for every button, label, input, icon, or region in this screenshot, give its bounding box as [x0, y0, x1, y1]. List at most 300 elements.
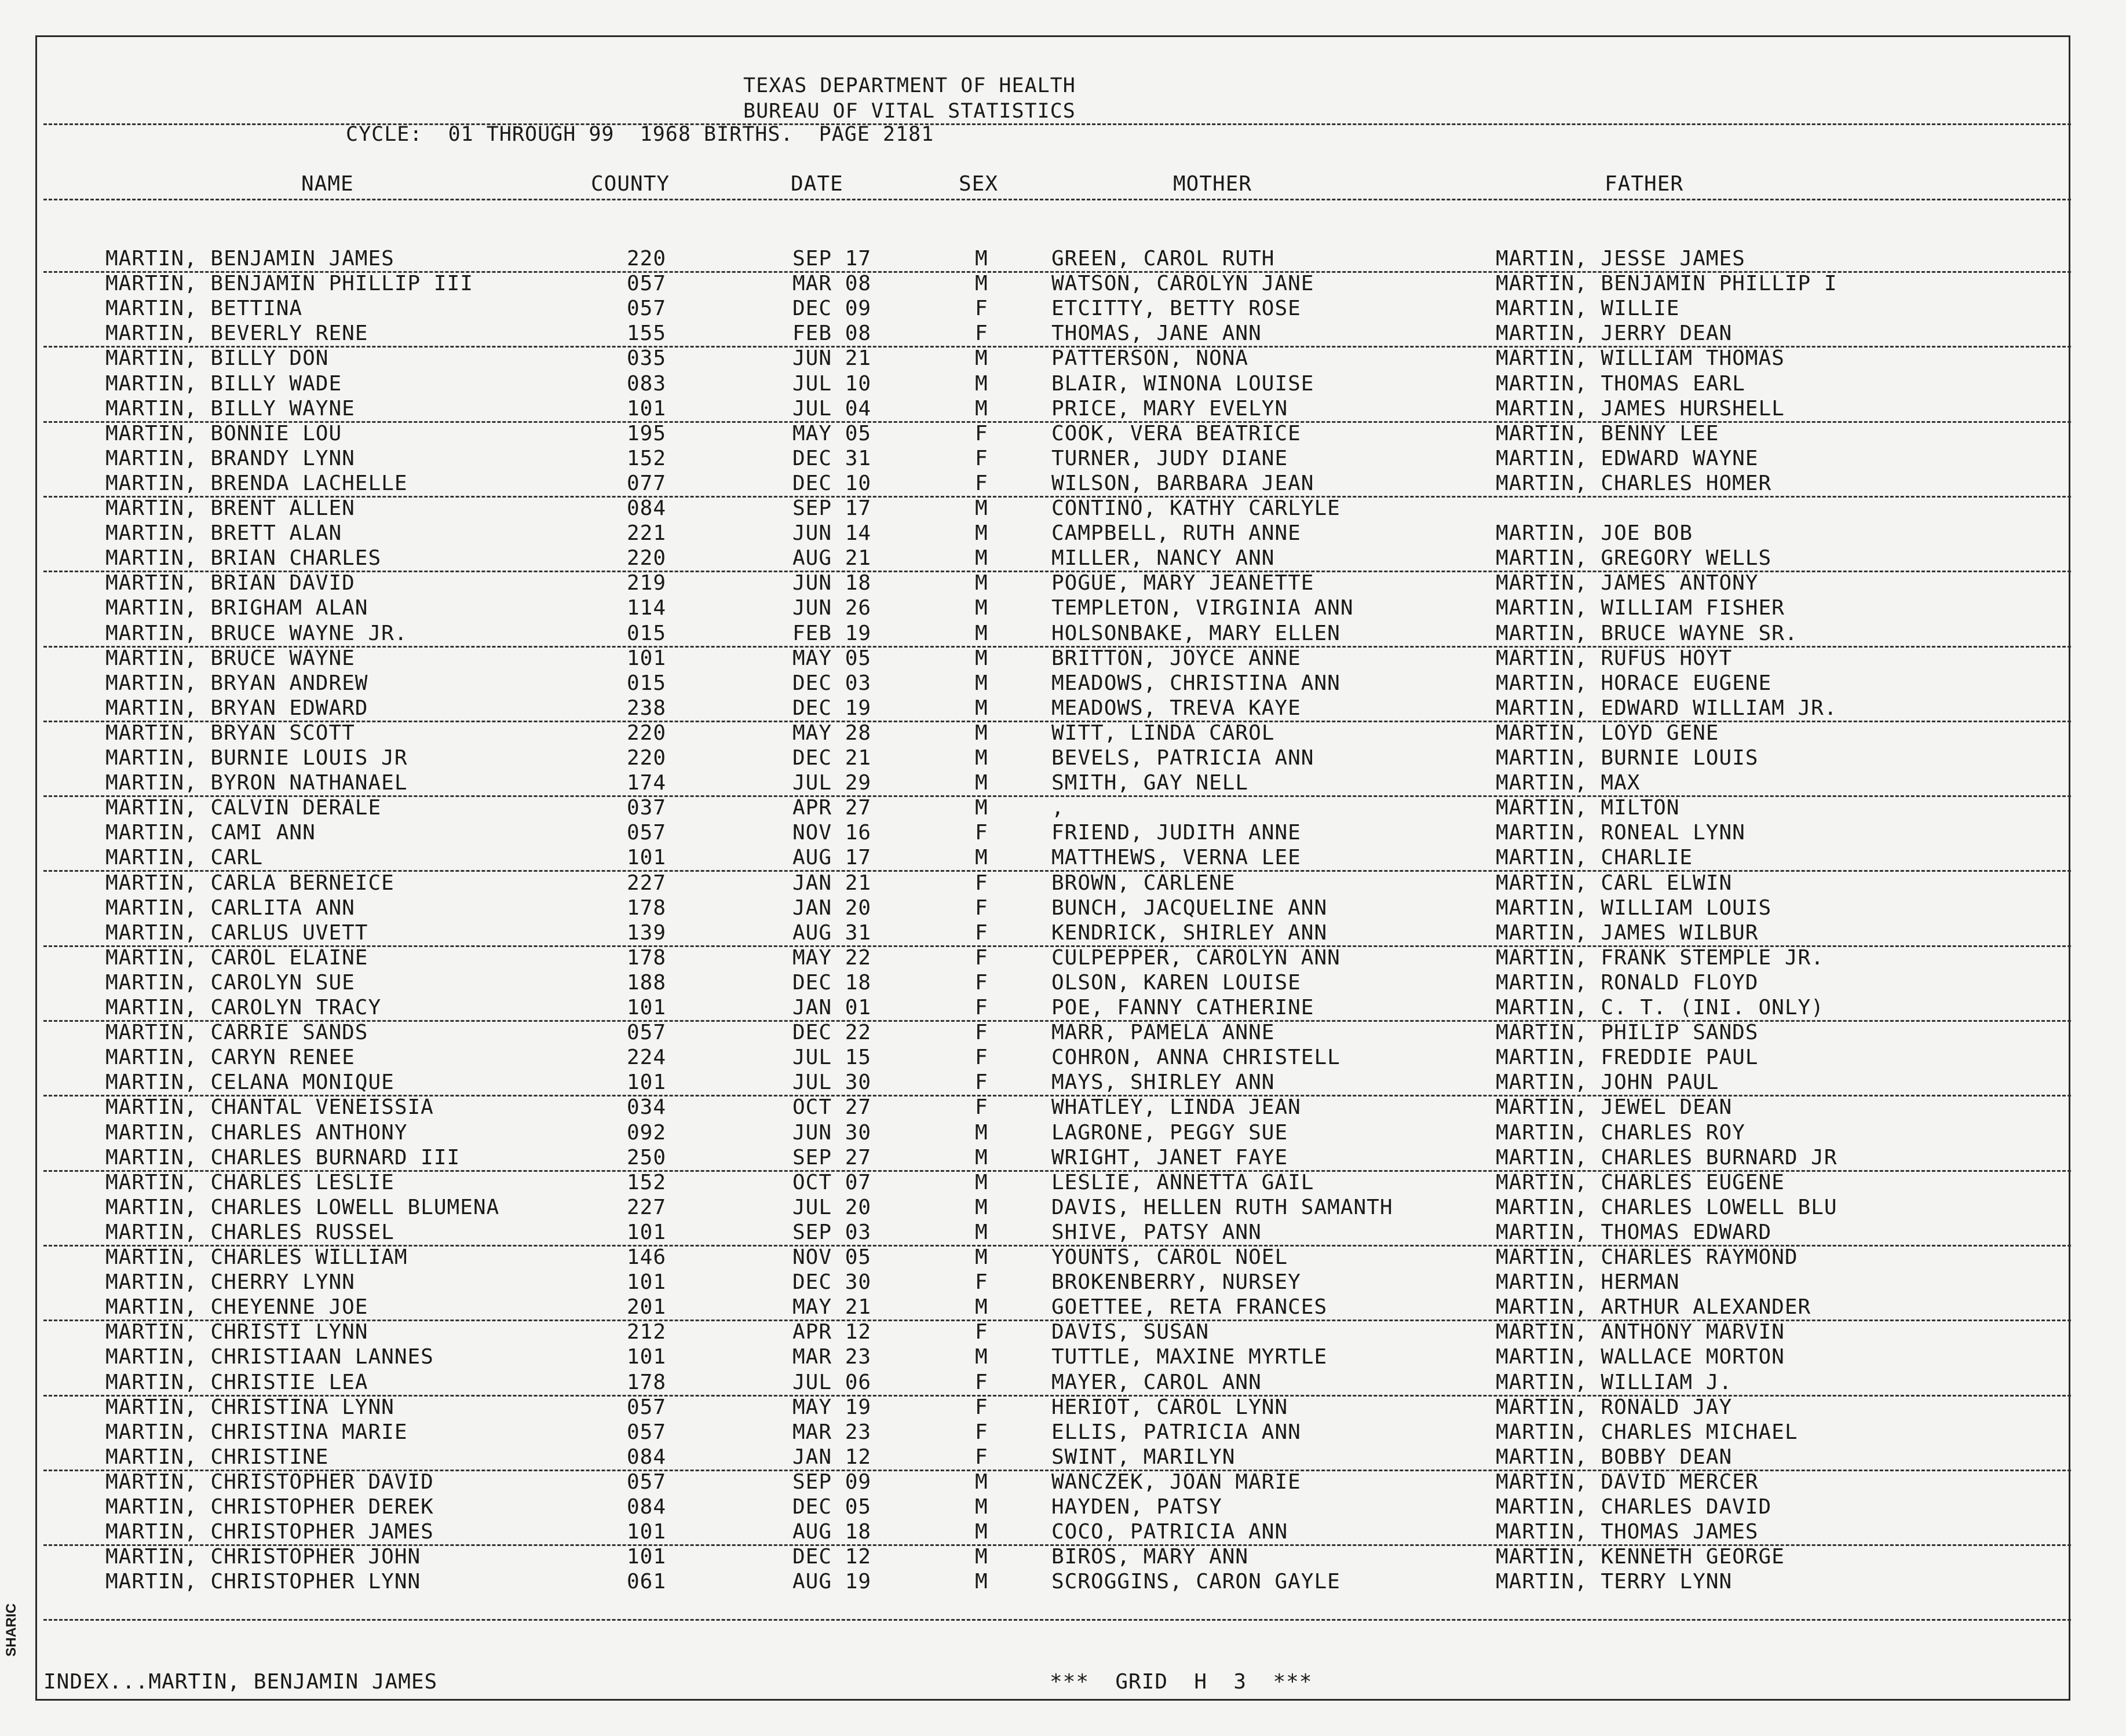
record-date: JAN 12 [792, 1445, 872, 1469]
record-row [0, 372, 2126, 397]
record-date: AUG 19 [792, 1570, 872, 1594]
record-father: MARTIN, JAMES WILBUR [1496, 921, 1759, 945]
record-name: MARTIN, BRENT ALLEN [105, 496, 355, 520]
record-father: MARTIN, CARL ELWIN [1496, 871, 1733, 895]
record-name: MARTIN, CHRISTOPHER JAMES [105, 1520, 434, 1544]
record-county: 220 [627, 247, 667, 271]
record-county: 220 [627, 746, 667, 770]
row-separator [43, 1095, 2071, 1097]
record-date: JUL 04 [792, 397, 872, 421]
record-sex: F [975, 447, 988, 470]
record-row [0, 1246, 2126, 1271]
record-sex: M [975, 696, 988, 720]
record-row [0, 821, 2126, 846]
record-county: 015 [627, 671, 667, 695]
record-date: MAY 21 [792, 1295, 872, 1319]
record-date: DEC 31 [792, 447, 872, 470]
record-father: MARTIN, MAX [1496, 771, 1641, 795]
record-county: 220 [627, 546, 667, 570]
record-father: MARTIN, JERRY DEAN [1496, 321, 1733, 345]
record-row [0, 1021, 2126, 1046]
record-date: MAR 08 [792, 272, 872, 295]
row-separator [43, 1320, 2071, 1321]
record-row [0, 672, 2126, 697]
record-mother: GOETTEE, RETA FRANCES [1051, 1295, 1328, 1319]
record-name: MARTIN, CHRISTOPHER JOHN [105, 1545, 421, 1569]
record-row [0, 697, 2126, 722]
record-date: NOV 16 [792, 821, 872, 845]
record-date: MAY 05 [792, 422, 872, 445]
row-separator [43, 1619, 2071, 1621]
record-name: MARTIN, CHANTAL VENEISSIA [105, 1095, 434, 1119]
record-row [0, 1196, 2126, 1221]
record-name: MARTIN, CHEYENNE JOE [105, 1295, 368, 1319]
record-date: AUG 17 [792, 846, 872, 869]
footer-index: INDEX...MARTIN, BENJAMIN JAMES [43, 1670, 438, 1694]
record-row [0, 322, 2126, 347]
record-date: DEC 19 [792, 696, 872, 720]
record-mother: , [1051, 796, 1065, 820]
record-date: MAR 23 [792, 1420, 872, 1444]
record-county: 101 [627, 846, 667, 869]
row-separator [43, 795, 2071, 797]
record-row [0, 422, 2126, 447]
record-row [0, 622, 2126, 647]
record-sex: F [975, 297, 988, 320]
record-name: MARTIN, CARLUS UVETT [105, 921, 368, 945]
record-row [0, 272, 2126, 297]
record-sex: M [975, 496, 988, 520]
record-county: 057 [627, 1395, 667, 1419]
record-county: 057 [627, 821, 667, 845]
record-date: APR 12 [792, 1320, 872, 1344]
record-father: MARTIN, RONALD FLOYD [1496, 971, 1759, 995]
record-county: 057 [627, 1470, 667, 1494]
record-sex: F [975, 946, 988, 970]
record-mother: BRITTON, JOYCE ANNE [1051, 646, 1301, 670]
record-county: 250 [627, 1146, 667, 1169]
record-father: MARTIN, RONALD JAY [1496, 1395, 1733, 1419]
record-name: MARTIN, CHRISTIE LEA [105, 1370, 368, 1394]
record-father: MARTIN, WALLACE MORTON [1496, 1345, 1785, 1369]
record-row [0, 1046, 2126, 1071]
record-father: MARTIN, FRANK STEMPLE JR. [1496, 946, 1824, 970]
record-row [0, 1471, 2126, 1496]
record-sex: F [975, 1021, 988, 1044]
record-date: MAY 19 [792, 1395, 872, 1419]
record-county: 035 [627, 346, 667, 370]
record-sex: M [975, 1470, 988, 1494]
side-label: SHARIC [3, 1603, 19, 1657]
column-header-father: FATHER [1605, 172, 1684, 196]
agency-title: TEXAS DEPARTMENT OF HEALTH [743, 74, 1076, 97]
record-sex: M [975, 571, 988, 595]
record-mother: WHATLEY, LINDA JEAN [1051, 1095, 1301, 1119]
bureau-title: BUREAU OF VITAL STATISTICS [743, 100, 1076, 123]
record-county: 057 [627, 272, 667, 295]
record-county: 083 [627, 372, 667, 396]
row-separator [43, 646, 2071, 648]
record-sex: M [975, 521, 988, 545]
record-row [0, 1396, 2126, 1421]
record-row [0, 1171, 2126, 1196]
record-name: MARTIN, CAROL ELAINE [105, 946, 368, 970]
record-county: 101 [627, 996, 667, 1019]
record-row [0, 1096, 2126, 1121]
record-date: JUN 21 [792, 346, 872, 370]
record-row [0, 297, 2126, 322]
record-sex: M [975, 1345, 988, 1369]
record-father: MARTIN, CHARLES RAYMOND [1496, 1245, 1798, 1269]
record-row [0, 1271, 2126, 1296]
record-county: 101 [627, 1545, 667, 1569]
row-separator [43, 1170, 2071, 1172]
cycle-line: CYCLE: 01 THROUGH 99 1968 BIRTHS. PAGE 2181 [346, 123, 934, 146]
record-sex: M [975, 796, 988, 820]
record-county: 057 [627, 1021, 667, 1044]
record-county: 101 [627, 1520, 667, 1544]
record-sex: F [975, 871, 988, 895]
record-father: MARTIN, JAMES ANTONY [1496, 571, 1759, 595]
record-sex: M [975, 622, 988, 645]
record-name: MARTIN, CARYN RENEE [105, 1046, 355, 1069]
record-father: MARTIN, DAVID MERCER [1496, 1470, 1759, 1494]
record-father: MARTIN, HORACE EUGENE [1496, 671, 1772, 695]
record-county: 152 [627, 1171, 667, 1194]
record-county: 057 [627, 297, 667, 320]
record-date: APR 27 [792, 796, 872, 820]
record-row [0, 1371, 2126, 1396]
record-name: MARTIN, CARL [105, 846, 264, 869]
record-sex: M [975, 671, 988, 695]
record-father: MARTIN, BRUCE WAYNE SR. [1496, 622, 1798, 645]
record-date: JUL 29 [792, 771, 872, 795]
record-father: MARTIN, WILLIE [1496, 297, 1680, 320]
record-father: MARTIN, WILLIAM LOUIS [1496, 896, 1772, 920]
record-row [0, 922, 2126, 946]
record-county: 188 [627, 971, 667, 995]
record-name: MARTIN, CHRISTINA MARIE [105, 1420, 408, 1444]
record-county: 092 [627, 1121, 667, 1145]
record-name: MARTIN, BYRON NATHANAEL [105, 771, 408, 795]
record-name: MARTIN, CHRISTOPHER DEREK [105, 1495, 434, 1519]
record-name: MARTIN, CHRISTOPHER LYNN [105, 1570, 421, 1594]
record-date: DEC 12 [792, 1545, 872, 1569]
record-county: 084 [627, 496, 667, 520]
record-county: 101 [627, 397, 667, 421]
record-county: 034 [627, 1095, 667, 1119]
record-county: 015 [627, 622, 667, 645]
record-name: MARTIN, CHERRY LYNN [105, 1270, 355, 1294]
header-rule-2 [43, 199, 2071, 200]
record-name: MARTIN, CHRISTINA LYNN [105, 1395, 394, 1419]
record-sex: M [975, 247, 988, 271]
record-date: AUG 31 [792, 921, 872, 945]
record-name: MARTIN, CAROLYN SUE [105, 971, 355, 995]
record-mother: SHIVE, PATSY ANN [1051, 1220, 1262, 1244]
record-mother: MATTHEWS, VERNA LEE [1051, 846, 1301, 869]
record-mother: MEADOWS, CHRISTINA ANN [1051, 671, 1340, 695]
record-sex: M [975, 397, 988, 421]
record-row [0, 872, 2126, 897]
record-date: DEC 05 [792, 1495, 872, 1519]
record-name: MARTIN, CHRISTIAAN LANNES [105, 1345, 434, 1369]
record-mother: BLAIR, WINONA LOUISE [1051, 372, 1314, 396]
record-name: MARTIN, BRYAN ANDREW [105, 671, 368, 695]
record-mother: POE, FANNY CATHERINE [1051, 996, 1314, 1019]
column-header-sex: SEX [959, 172, 999, 196]
record-name: MARTIN, CARLA BERNEICE [105, 871, 394, 895]
record-mother: OLSON, KAREN LOUISE [1051, 971, 1301, 995]
record-mother: MAYER, CAROL ANN [1051, 1370, 1262, 1394]
record-date: JUN 30 [792, 1121, 872, 1145]
record-name: MARTIN, BRIAN CHARLES [105, 546, 382, 570]
record-date: JUN 18 [792, 571, 872, 595]
record-date: MAY 05 [792, 646, 872, 670]
record-county: 101 [627, 1220, 667, 1244]
record-sex: M [975, 1570, 988, 1594]
record-sex: M [975, 272, 988, 295]
record-name: MARTIN, BRIAN DAVID [105, 571, 355, 595]
record-father: MARTIN, THOMAS EDWARD [1496, 1220, 1772, 1244]
record-county: 178 [627, 1370, 667, 1394]
record-sex: M [975, 546, 988, 570]
record-mother: HOLSONBAKE, MARY ELLEN [1051, 622, 1340, 645]
record-date: JUL 10 [792, 372, 872, 396]
record-name: MARTIN, CHARLES RUSSEL [105, 1220, 394, 1244]
record-mother: YOUNTS, CAROL NOEL [1051, 1245, 1288, 1269]
record-sex: M [975, 646, 988, 670]
record-father: MARTIN, MILTON [1496, 796, 1680, 820]
record-father: MARTIN, RONEAL LYNN [1496, 821, 1745, 845]
record-sex: M [975, 1121, 988, 1145]
record-sex: M [975, 721, 988, 745]
record-mother: GREEN, CAROL RUTH [1051, 247, 1275, 271]
record-name: MARTIN, BRENDA LACHELLE [105, 472, 408, 495]
record-mother: POGUE, MARY JEANETTE [1051, 571, 1314, 595]
record-sex: M [975, 1196, 988, 1219]
record-row [0, 1521, 2126, 1545]
record-name: MARTIN, BRANDY LYNN [105, 447, 355, 470]
record-name: MARTIN, CHARLES LOWELL BLUMENA [105, 1196, 500, 1219]
record-sex: F [975, 321, 988, 345]
record-name: MARTIN, CAROLYN TRACY [105, 996, 382, 1019]
record-date: SEP 17 [792, 496, 872, 520]
record-mother: DAVIS, HELLEN RUTH SAMANTH [1051, 1196, 1393, 1219]
record-row [0, 946, 2126, 971]
record-sex: M [975, 346, 988, 370]
record-father: MARTIN, TERRY LYNN [1496, 1570, 1733, 1594]
record-county: 221 [627, 521, 667, 545]
record-date: JAN 21 [792, 871, 872, 895]
record-row [0, 796, 2126, 821]
record-row [0, 497, 2126, 522]
record-date: OCT 27 [792, 1095, 872, 1119]
record-county: 178 [627, 896, 667, 920]
record-county: 238 [627, 696, 667, 720]
record-row [0, 971, 2126, 996]
record-father: MARTIN, PHILIP SANDS [1496, 1021, 1759, 1044]
record-sex: M [975, 746, 988, 770]
record-mother: ETCITTY, BETTY ROSE [1051, 297, 1301, 320]
row-separator [43, 571, 2071, 572]
record-father: MARTIN, WILLIAM FISHER [1496, 596, 1785, 620]
record-row [0, 522, 2126, 547]
record-county: 084 [627, 1495, 667, 1519]
record-sex: F [975, 996, 988, 1019]
record-date: DEC 30 [792, 1270, 872, 1294]
record-row [0, 1146, 2126, 1171]
record-row [0, 1296, 2126, 1321]
record-sex: F [975, 422, 988, 445]
record-date: DEC 10 [792, 472, 872, 495]
record-county: 139 [627, 921, 667, 945]
record-name: MARTIN, CAMI ANN [105, 821, 316, 845]
record-mother: ELLIS, PATRICIA ANN [1051, 1420, 1301, 1444]
record-date: SEP 09 [792, 1470, 872, 1494]
record-father: MARTIN, RUFUS HOYT [1496, 646, 1733, 670]
record-date: OCT 07 [792, 1171, 872, 1194]
row-separator [43, 1020, 2071, 1022]
record-mother: CONTINO, KATHY CARLYLE [1051, 496, 1340, 520]
record-sex: M [975, 1495, 988, 1519]
record-date: MAR 23 [792, 1345, 872, 1369]
record-county: 084 [627, 1445, 667, 1469]
record-mother: CAMPBELL, RUTH ANNE [1051, 521, 1301, 545]
record-date: FEB 19 [792, 622, 872, 645]
record-date: AUG 21 [792, 546, 872, 570]
record-date: JUN 26 [792, 596, 872, 620]
record-row [0, 1570, 2126, 1595]
record-sex: F [975, 1095, 988, 1119]
record-county: 224 [627, 1046, 667, 1069]
record-name: MARTIN, CELANA MONIQUE [105, 1070, 394, 1094]
record-sex: F [975, 921, 988, 945]
record-name: MARTIN, BRIGHAM ALAN [105, 596, 368, 620]
record-date: JAN 01 [792, 996, 872, 1019]
record-county: 077 [627, 472, 667, 495]
record-row [0, 572, 2126, 597]
record-sex: F [975, 1420, 988, 1444]
record-mother: LAGRONE, PEGGY SUE [1051, 1121, 1288, 1145]
record-mother: WATSON, CAROLYN JANE [1051, 272, 1314, 295]
record-row [0, 996, 2126, 1021]
record-date: DEC 18 [792, 971, 872, 995]
row-separator [43, 346, 2071, 348]
record-county: 178 [627, 946, 667, 970]
record-county: 114 [627, 596, 667, 620]
record-mother: TUTTLE, MAXINE MYRTLE [1051, 1345, 1328, 1369]
column-header-county: COUNTY [591, 172, 670, 196]
record-name: MARTIN, BENJAMIN PHILLIP III [105, 272, 473, 295]
record-name: MARTIN, CHRISTINE [105, 1445, 329, 1469]
record-sex: F [975, 1046, 988, 1069]
row-separator [43, 945, 2071, 947]
record-father: MARTIN, BENJAMIN PHILLIP I [1496, 272, 1838, 295]
record-name: MARTIN, BRYAN EDWARD [105, 696, 368, 720]
record-date: MAY 28 [792, 721, 872, 745]
record-mother: TURNER, JUDY DIANE [1051, 447, 1288, 470]
record-row [0, 1221, 2126, 1246]
record-father: MARTIN, CHARLIE [1496, 846, 1693, 869]
record-county: 212 [627, 1320, 667, 1344]
record-mother: MARR, PAMELA ANNE [1051, 1021, 1275, 1044]
record-date: NOV 05 [792, 1245, 872, 1269]
record-father: MARTIN, CHARLES MICHAEL [1496, 1420, 1798, 1444]
record-father: MARTIN, JOE BOB [1496, 521, 1693, 545]
record-row [0, 247, 2126, 272]
record-sex: M [975, 771, 988, 795]
record-row [0, 1071, 2126, 1096]
record-sex: F [975, 896, 988, 920]
record-row [0, 747, 2126, 772]
record-mother: SMITH, GAY NELL [1051, 771, 1249, 795]
row-separator [43, 271, 2071, 273]
record-mother: BIROS, MARY ANN [1051, 1545, 1249, 1569]
record-mother: MILLER, NANCY ANN [1051, 546, 1275, 570]
record-county: 061 [627, 1570, 667, 1594]
record-row [0, 1545, 2126, 1570]
record-father: MARTIN, CHARLES LOWELL BLU [1496, 1196, 1838, 1219]
record-name: MARTIN, BILLY WADE [105, 372, 342, 396]
record-father: MARTIN, LOYD GENE [1496, 721, 1719, 745]
record-sex: F [975, 472, 988, 495]
record-father: MARTIN, JOHN PAUL [1496, 1070, 1719, 1094]
record-mother: MEADOWS, TREVA KAYE [1051, 696, 1301, 720]
record-date: DEC 22 [792, 1021, 872, 1044]
record-date: FEB 08 [792, 321, 872, 345]
record-mother: WANCZEK, JOAN MARIE [1051, 1470, 1301, 1494]
record-date: DEC 09 [792, 297, 872, 320]
record-county: 152 [627, 447, 667, 470]
column-header-date: DATE [791, 172, 843, 196]
record-sex: F [975, 1270, 988, 1294]
record-sex: F [975, 1070, 988, 1094]
record-date: JUL 15 [792, 1046, 872, 1069]
record-sex: M [975, 1171, 988, 1194]
record-county: 227 [627, 871, 667, 895]
record-date: JAN 20 [792, 896, 872, 920]
record-mother: BUNCH, JACQUELINE ANN [1051, 896, 1328, 920]
record-mother: TEMPLETON, VIRGINIA ANN [1051, 596, 1354, 620]
record-row [0, 897, 2126, 922]
record-father: MARTIN, C. T. (INI. ONLY) [1496, 996, 1824, 1019]
record-father: MARTIN, CHARLES ROY [1496, 1121, 1745, 1145]
record-name: MARTIN, CHARLES WILLIAM [105, 1245, 408, 1269]
record-name: MARTIN, CHARLES BURNARD III [105, 1146, 461, 1169]
record-row [0, 1321, 2126, 1346]
record-county: 146 [627, 1245, 667, 1269]
row-separator [43, 870, 2071, 872]
record-date: DEC 21 [792, 746, 872, 770]
record-date: SEP 03 [792, 1220, 872, 1244]
record-county: 155 [627, 321, 667, 345]
record-date: AUG 18 [792, 1520, 872, 1544]
record-father: MARTIN, JEWEL DEAN [1496, 1095, 1733, 1119]
record-mother: SWINT, MARILYN [1051, 1445, 1236, 1469]
record-county: 037 [627, 796, 667, 820]
record-name: MARTIN, CALVIN DERALE [105, 796, 382, 820]
record-name: MARTIN, BETTINA [105, 297, 303, 320]
record-county: 101 [627, 646, 667, 670]
record-county: 174 [627, 771, 667, 795]
record-mother: THOMAS, JANE ANN [1051, 321, 1262, 345]
record-date: MAY 22 [792, 946, 872, 970]
record-row [0, 347, 2126, 372]
record-date: SEP 27 [792, 1146, 872, 1169]
record-row [0, 1421, 2126, 1446]
record-name: MARTIN, CARLITA ANN [105, 896, 355, 920]
